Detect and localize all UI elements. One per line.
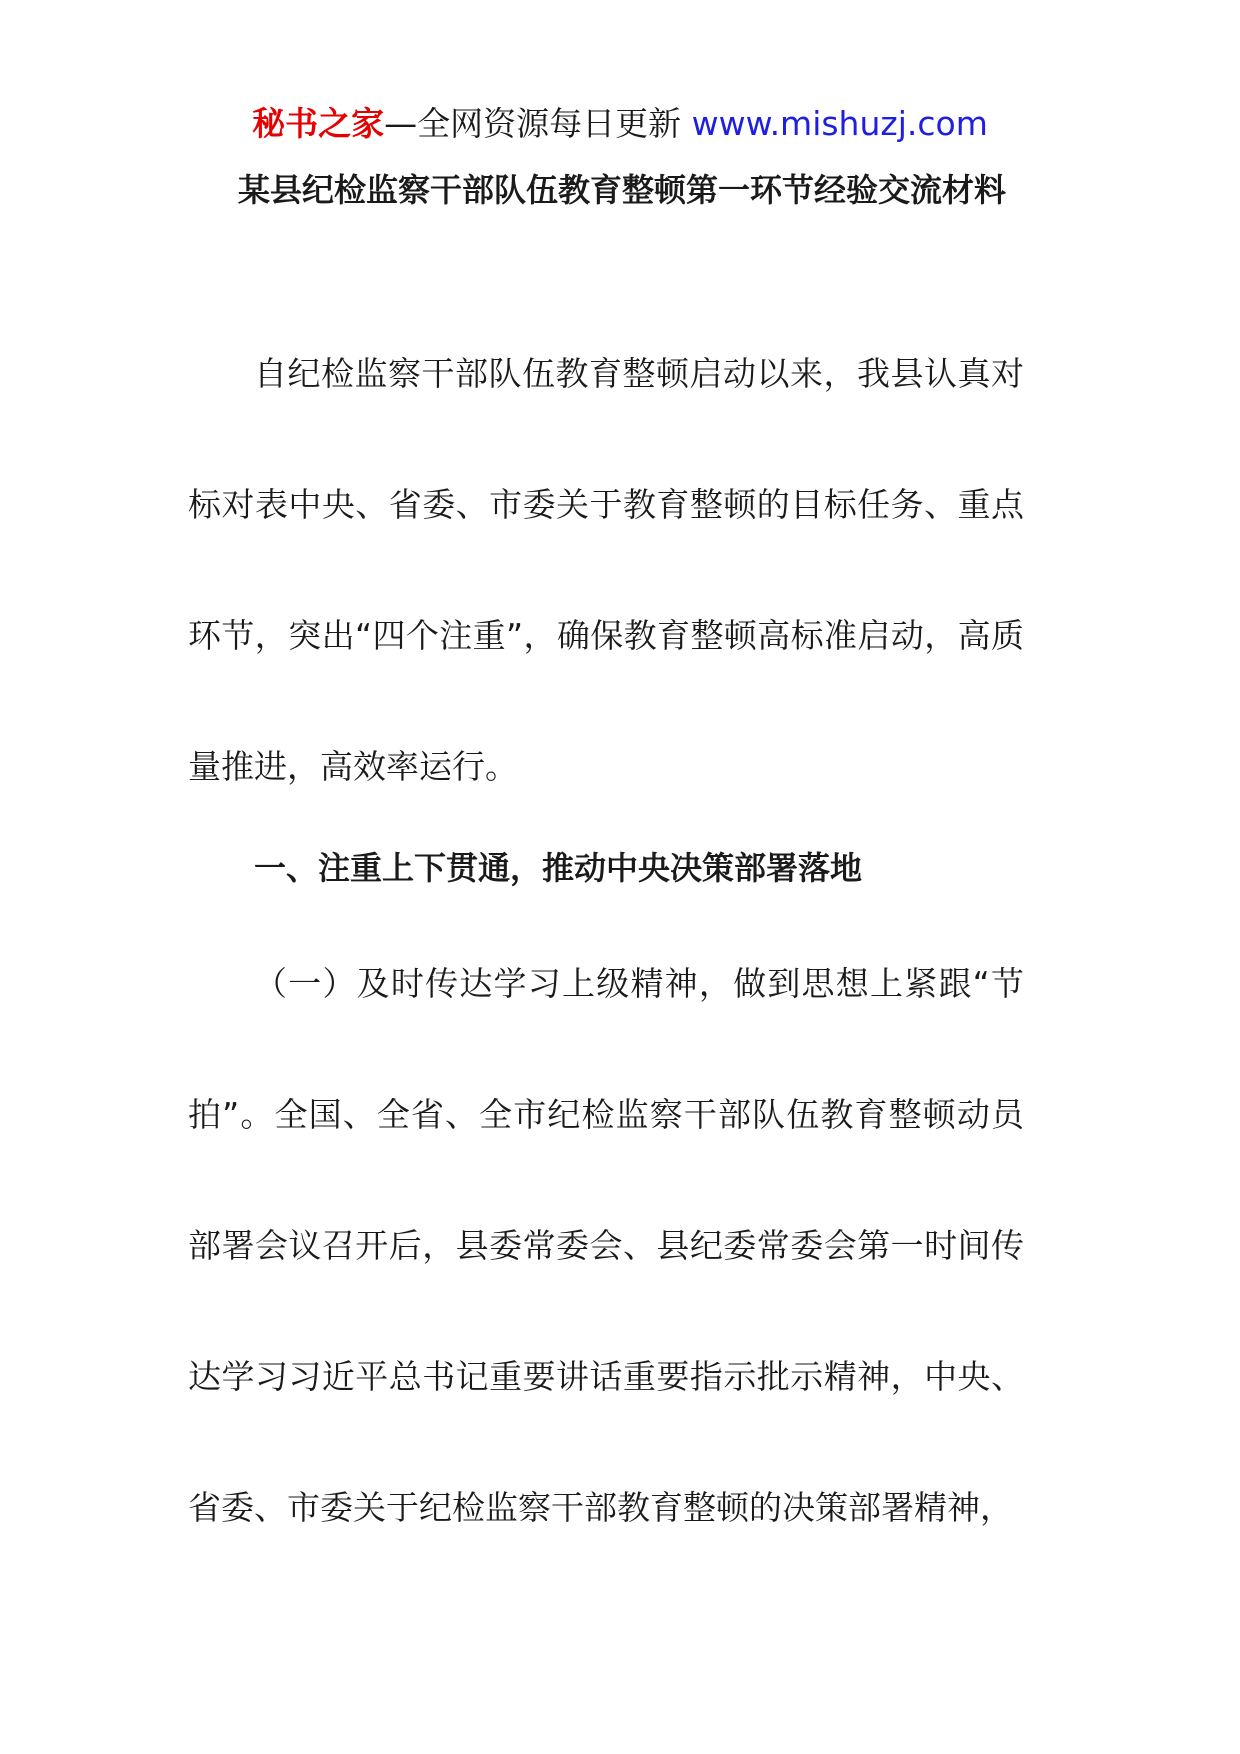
- site-header: [0, 102, 1240, 146]
- header-tagline: —全网资源每日更新: [384, 104, 692, 143]
- paragraph-1-1: （一）及时传达学习上级精神，做到思想上紧跟“节拍”。全国、全省、全市纪检监察干部队伍教育整顿动员部署会议召开后，县委常委会、县纪委常委会第一时间传达学习习近平总书记重要讲话重要指示批示精神，中央、省委、市委关于纪检监察干部教育整顿的决策部署精神，: [188, 964, 1024, 1527]
- body-section-1: [188, 918, 1024, 1573]
- document-title: 某县纪检监察干部队伍教育整顿第一环节经验交流材料: [237, 171, 1006, 209]
- section-heading-1: 一、注重上下贯通，推动中央决策部署落地: [254, 849, 863, 887]
- site-url-link[interactable]: www.mishuzj.com: [691, 104, 988, 143]
- paragraph-intro: 自纪检监察干部队伍教育整顿启动以来，我县认真对标对表中央、省委、市委关于教育整顿的目标任务、重点环节，突出“四个注重”，确保教育整顿高标准启动，高质量推进，高效率运行。: [188, 354, 1024, 786]
- brand-name: 秘书之家: [252, 104, 385, 143]
- body-section-intro: [188, 308, 1024, 832]
